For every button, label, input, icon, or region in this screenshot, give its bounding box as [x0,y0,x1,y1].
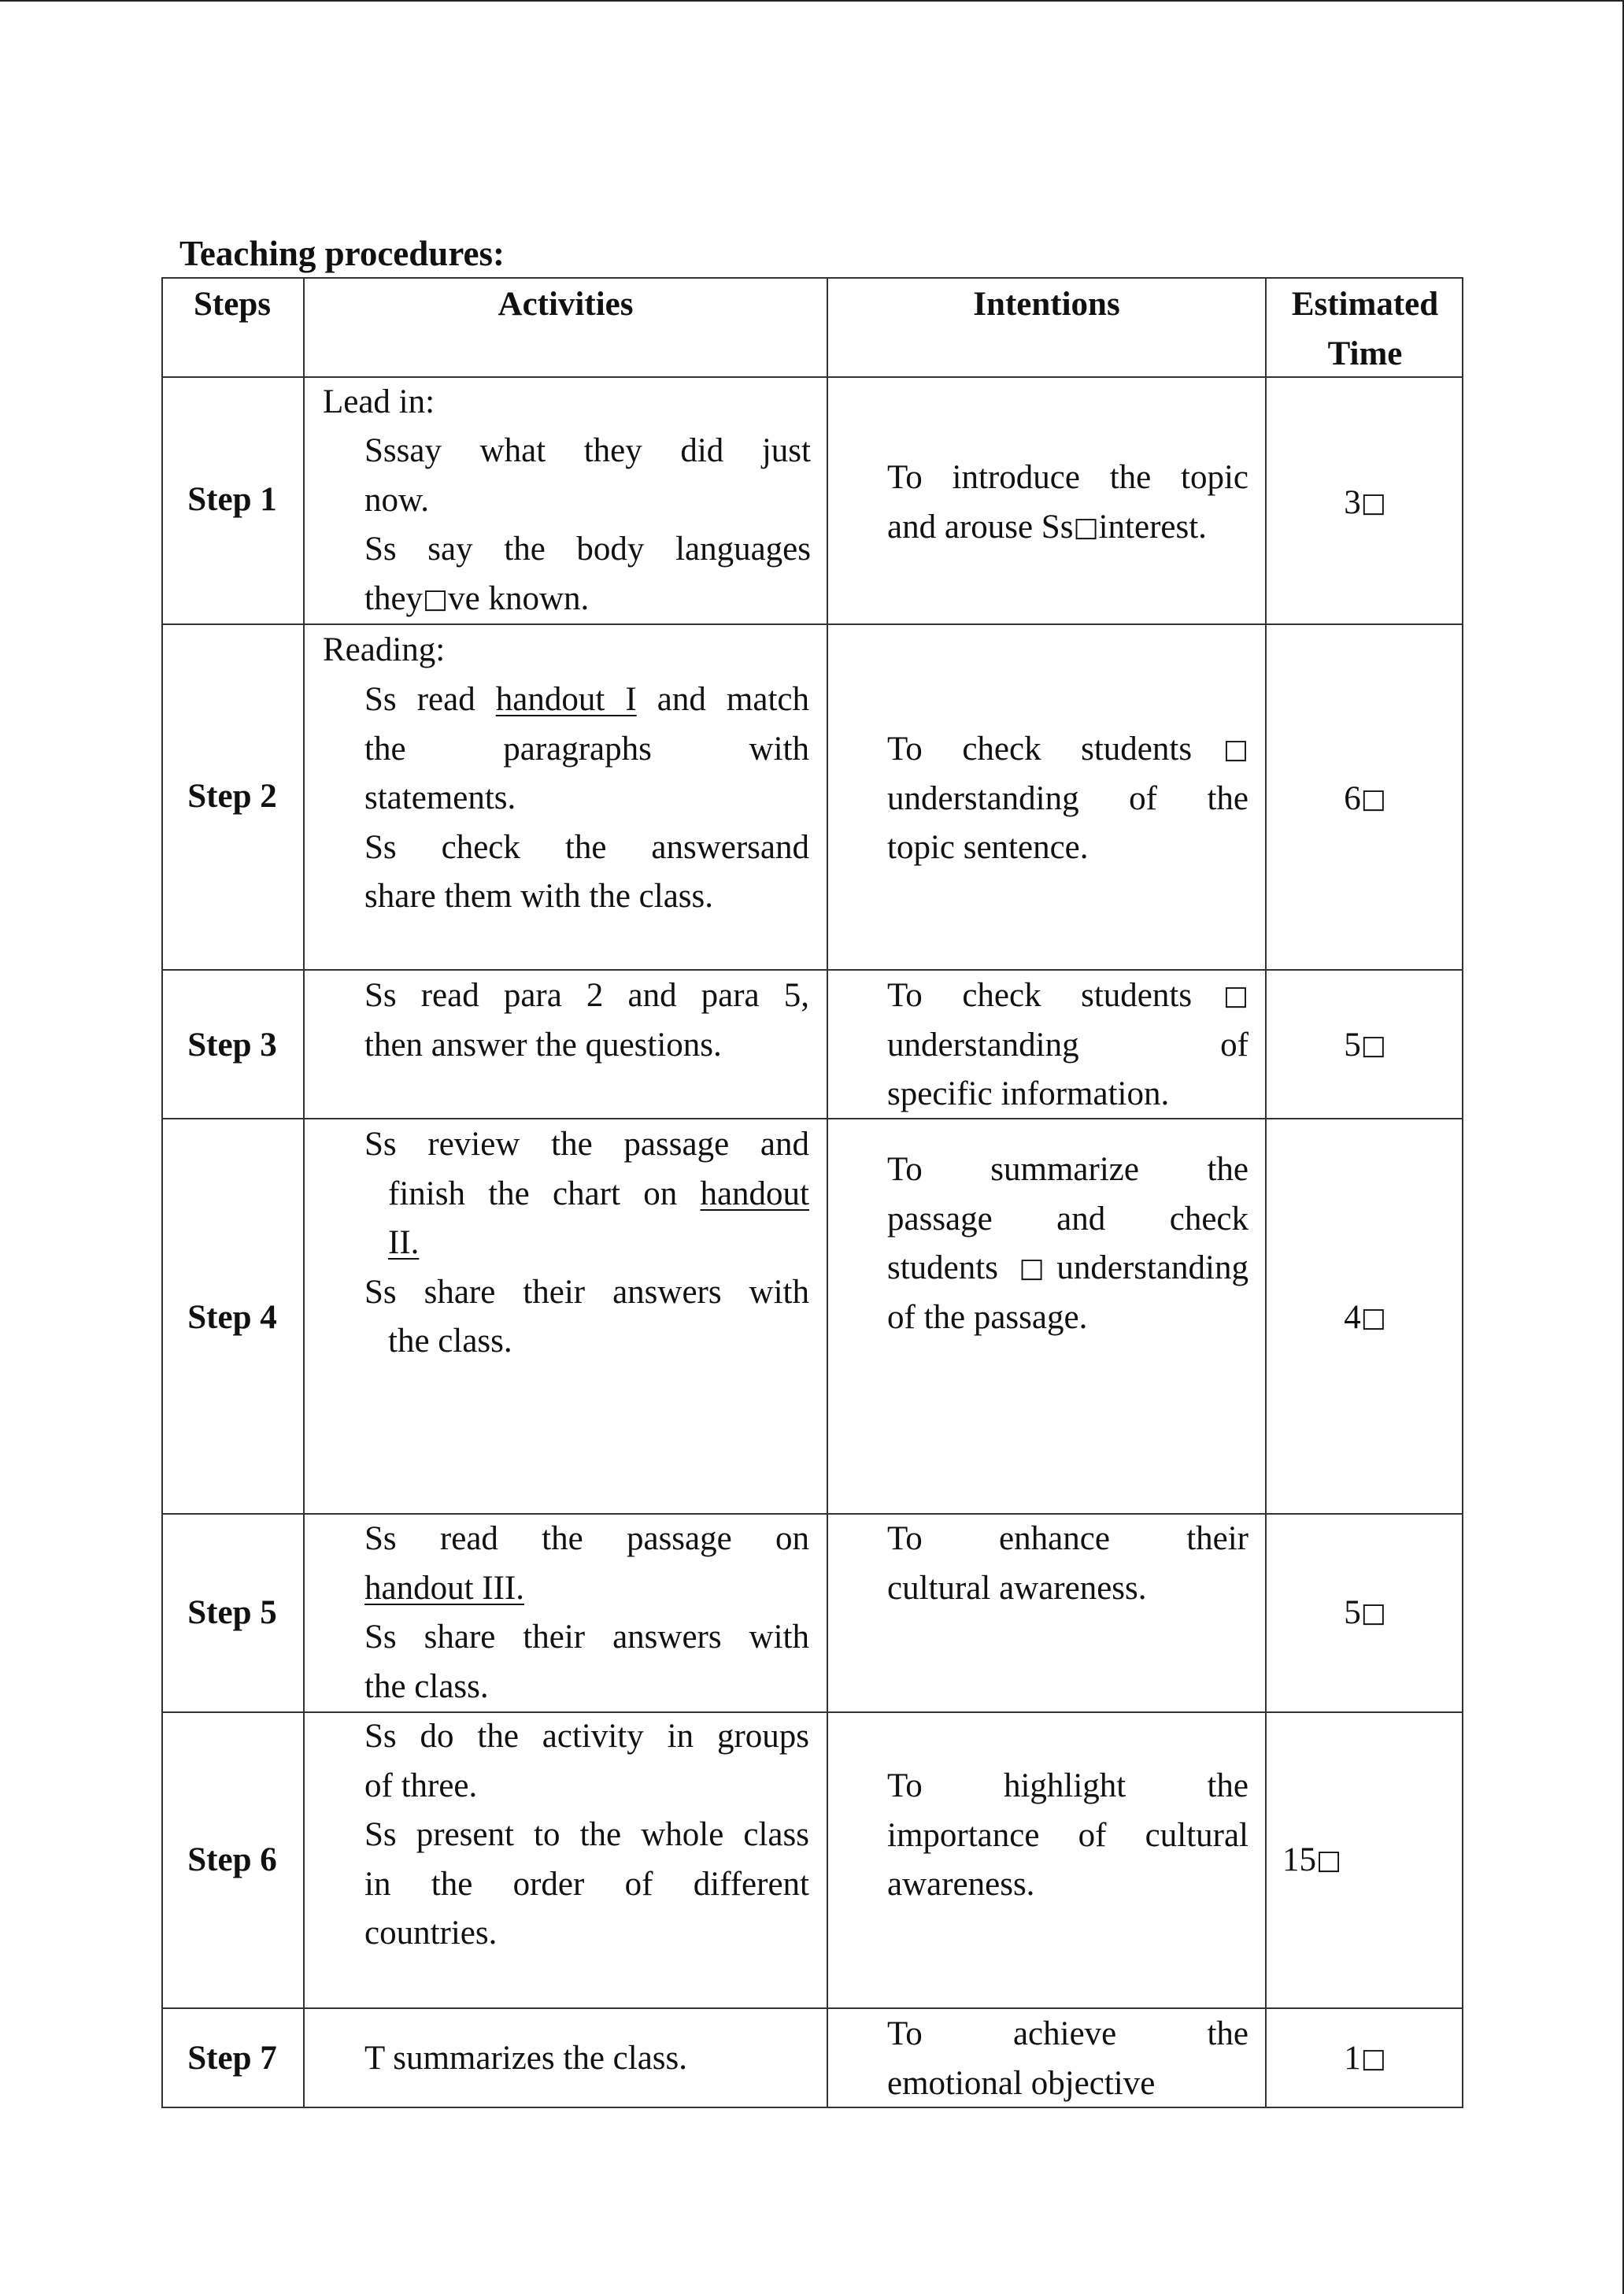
table-rule [161,2107,1463,2108]
intention-cell [887,1145,1249,1342]
intention-line: To introduce the topic [887,459,1249,496]
activity-line: now. [364,481,430,519]
step-label: Step 1 [187,481,277,518]
header-activities: Activities [498,286,634,323]
intention-line: importance of cultural [887,1816,1249,1854]
missing-glyph-box: □ [1073,511,1099,543]
intention-line: To summarize the [887,1151,1249,1188]
missing-glyph-box: □ [1316,1844,1342,1876]
table-rule [161,277,163,2108]
missing-glyph-box: □ [1360,1597,1386,1629]
intention-line: passage and check [887,1200,1249,1238]
time-value: 1 [1344,2040,1361,2077]
intention-cell [887,971,1249,1119]
table-rule [161,277,1463,279]
activity-line: Ss read the passage on [364,1520,809,1557]
intention-line [887,503,1249,553]
activity-cell [364,675,809,922]
table-rule [1462,277,1463,2108]
text-fragment: understanding [1056,1249,1249,1286]
activity-line [364,1170,809,1219]
table-rule [161,623,1463,625]
table-rule [161,1513,1463,1515]
table-rule [827,277,828,2108]
activity-line [364,575,811,624]
text-fragment: finish the chart on [388,1175,701,1212]
time-cell [1267,1589,1463,1638]
intention-cell [887,1515,1249,1613]
section-heading: Teaching procedures: [179,234,505,273]
activity-title: Lead in: [323,383,435,420]
activity-line: statements. [364,779,516,816]
missing-glyph-box: □ [423,583,449,615]
intention-line: understanding of [887,1026,1249,1064]
activity-line: the paragraphs with [364,730,809,768]
header-steps: Steps [194,286,271,323]
time-value: 15 [1282,1841,1316,1878]
step-label: Step 6 [187,1841,277,1878]
activity-line: the class. [364,1667,489,1705]
missing-glyph-box: □ [1192,734,1249,765]
handout-link: handout [700,1175,809,1212]
activity-line: Ss share their answers with [364,1619,809,1656]
intention-line: To achieve the [887,2015,1249,2052]
intention-line: To enhance their [887,1520,1249,1557]
activity-cell [323,378,811,427]
missing-glyph-box: □ [1360,2043,1386,2074]
activity-cell [364,2034,809,2084]
intention-line [887,971,1249,1021]
activity-line: Ss say the body languages [364,531,811,568]
step-label: Step 4 [187,1299,277,1336]
intention-cell [887,725,1249,873]
intention-line: specific information. [887,1075,1170,1112]
text-fragment: they [364,579,424,617]
activity-line: then answer the questions. [364,1026,722,1064]
page-border-top [0,0,1624,2]
intention-line: of the passage. [887,1298,1088,1336]
header-time-line: Time [1327,335,1403,372]
text-fragment: To check students [887,977,1193,1014]
activity-cell [364,1120,809,1367]
intention-line: understanding of the [887,779,1249,817]
activity-line: in the order of different [364,1865,809,1903]
activity-title: Reading: [323,631,446,668]
intention-line: topic sentence. [887,829,1089,866]
activity-cell [364,427,811,623]
missing-glyph-box: □ [1360,487,1386,519]
activity-line: Ss share their answers with [364,1273,809,1311]
activity-cell [323,626,811,675]
text-fragment: students [887,1249,1019,1286]
missing-glyph-box: □ [1360,1030,1386,1061]
time-value: 6 [1344,780,1361,817]
time-cell [1267,479,1463,528]
step-label: Step 2 [187,778,277,815]
text-fragment: and arouse Ss [887,508,1074,546]
activity-line: countries. [364,1915,498,1952]
missing-glyph-box: □ [1360,1302,1386,1334]
header-time-line: Estimated [1291,286,1439,323]
time-cell [1267,2034,1463,2084]
activity-line: Ss review the passage and [364,1126,809,1163]
missing-glyph-box: □ [1019,1252,1057,1284]
intention-line: To highlight the [887,1767,1249,1804]
intention-cell [887,1762,1249,1910]
table-rule [161,1118,1463,1119]
procedures-table [161,277,1463,2108]
intention-line: emotional objective [887,2064,1156,2102]
missing-glyph-box: □ [1360,783,1386,815]
intention-line [887,1244,1249,1293]
activity-line [364,675,809,725]
activity-line: T summarizes the class. [364,2040,687,2077]
time-cell [1267,1021,1463,1071]
activity-cell [364,971,809,1070]
handout-link: handout III. [364,1569,524,1607]
intention-cell [887,453,1249,552]
intention-line: awareness. [887,1866,1035,1903]
header-intentions: Intentions [973,286,1120,323]
activity-line [364,1564,809,1614]
step-label: Step 5 [187,1594,277,1631]
table-rule [161,969,1463,971]
activity-cell [364,1712,809,1959]
time-value: 3 [1344,484,1361,521]
table-rule [161,2007,1463,2009]
activity-line [364,1219,809,1268]
intention-line: cultural awareness. [887,1569,1147,1607]
activity-line: Ss present to the whole class [364,1816,809,1853]
table-rule [303,277,305,2108]
handout-link: II. [388,1224,420,1261]
table-rule [1265,277,1267,2108]
time-value: 5 [1344,1594,1361,1631]
time-cell [1282,1836,1440,1885]
text-fragment: ve known. [448,579,590,617]
time-cell [1267,1293,1463,1343]
intention-cell [887,2010,1249,2108]
handout-link: handout I [495,681,637,718]
text-fragment: and match [636,681,809,718]
activity-line: Ss check the answersand [364,828,809,866]
header-estimated-time [1267,280,1463,379]
activity-line: Sssay what they did just [364,432,811,469]
activity-line: the class. [388,1323,512,1360]
time-value: 4 [1344,1299,1361,1336]
step-label: Step 3 [187,1027,277,1064]
activity-cell [364,1515,809,1711]
text-fragment: To check students [887,731,1193,768]
step-label: Step 7 [187,2040,277,2077]
activity-line: Ss read para 2 and para 5, [364,977,809,1014]
text-fragment: interest. [1098,508,1207,546]
activity-line: share them with the class. [364,878,714,915]
intention-line [887,725,1249,775]
time-value: 5 [1344,1027,1361,1064]
text-fragment: Ss read [364,681,496,718]
time-cell [1267,775,1463,824]
activity-line: Ss do the activity in groups [364,1718,809,1755]
missing-glyph-box: □ [1192,980,1249,1012]
activity-line: of three. [364,1767,478,1804]
table-rule [161,1711,1463,1713]
